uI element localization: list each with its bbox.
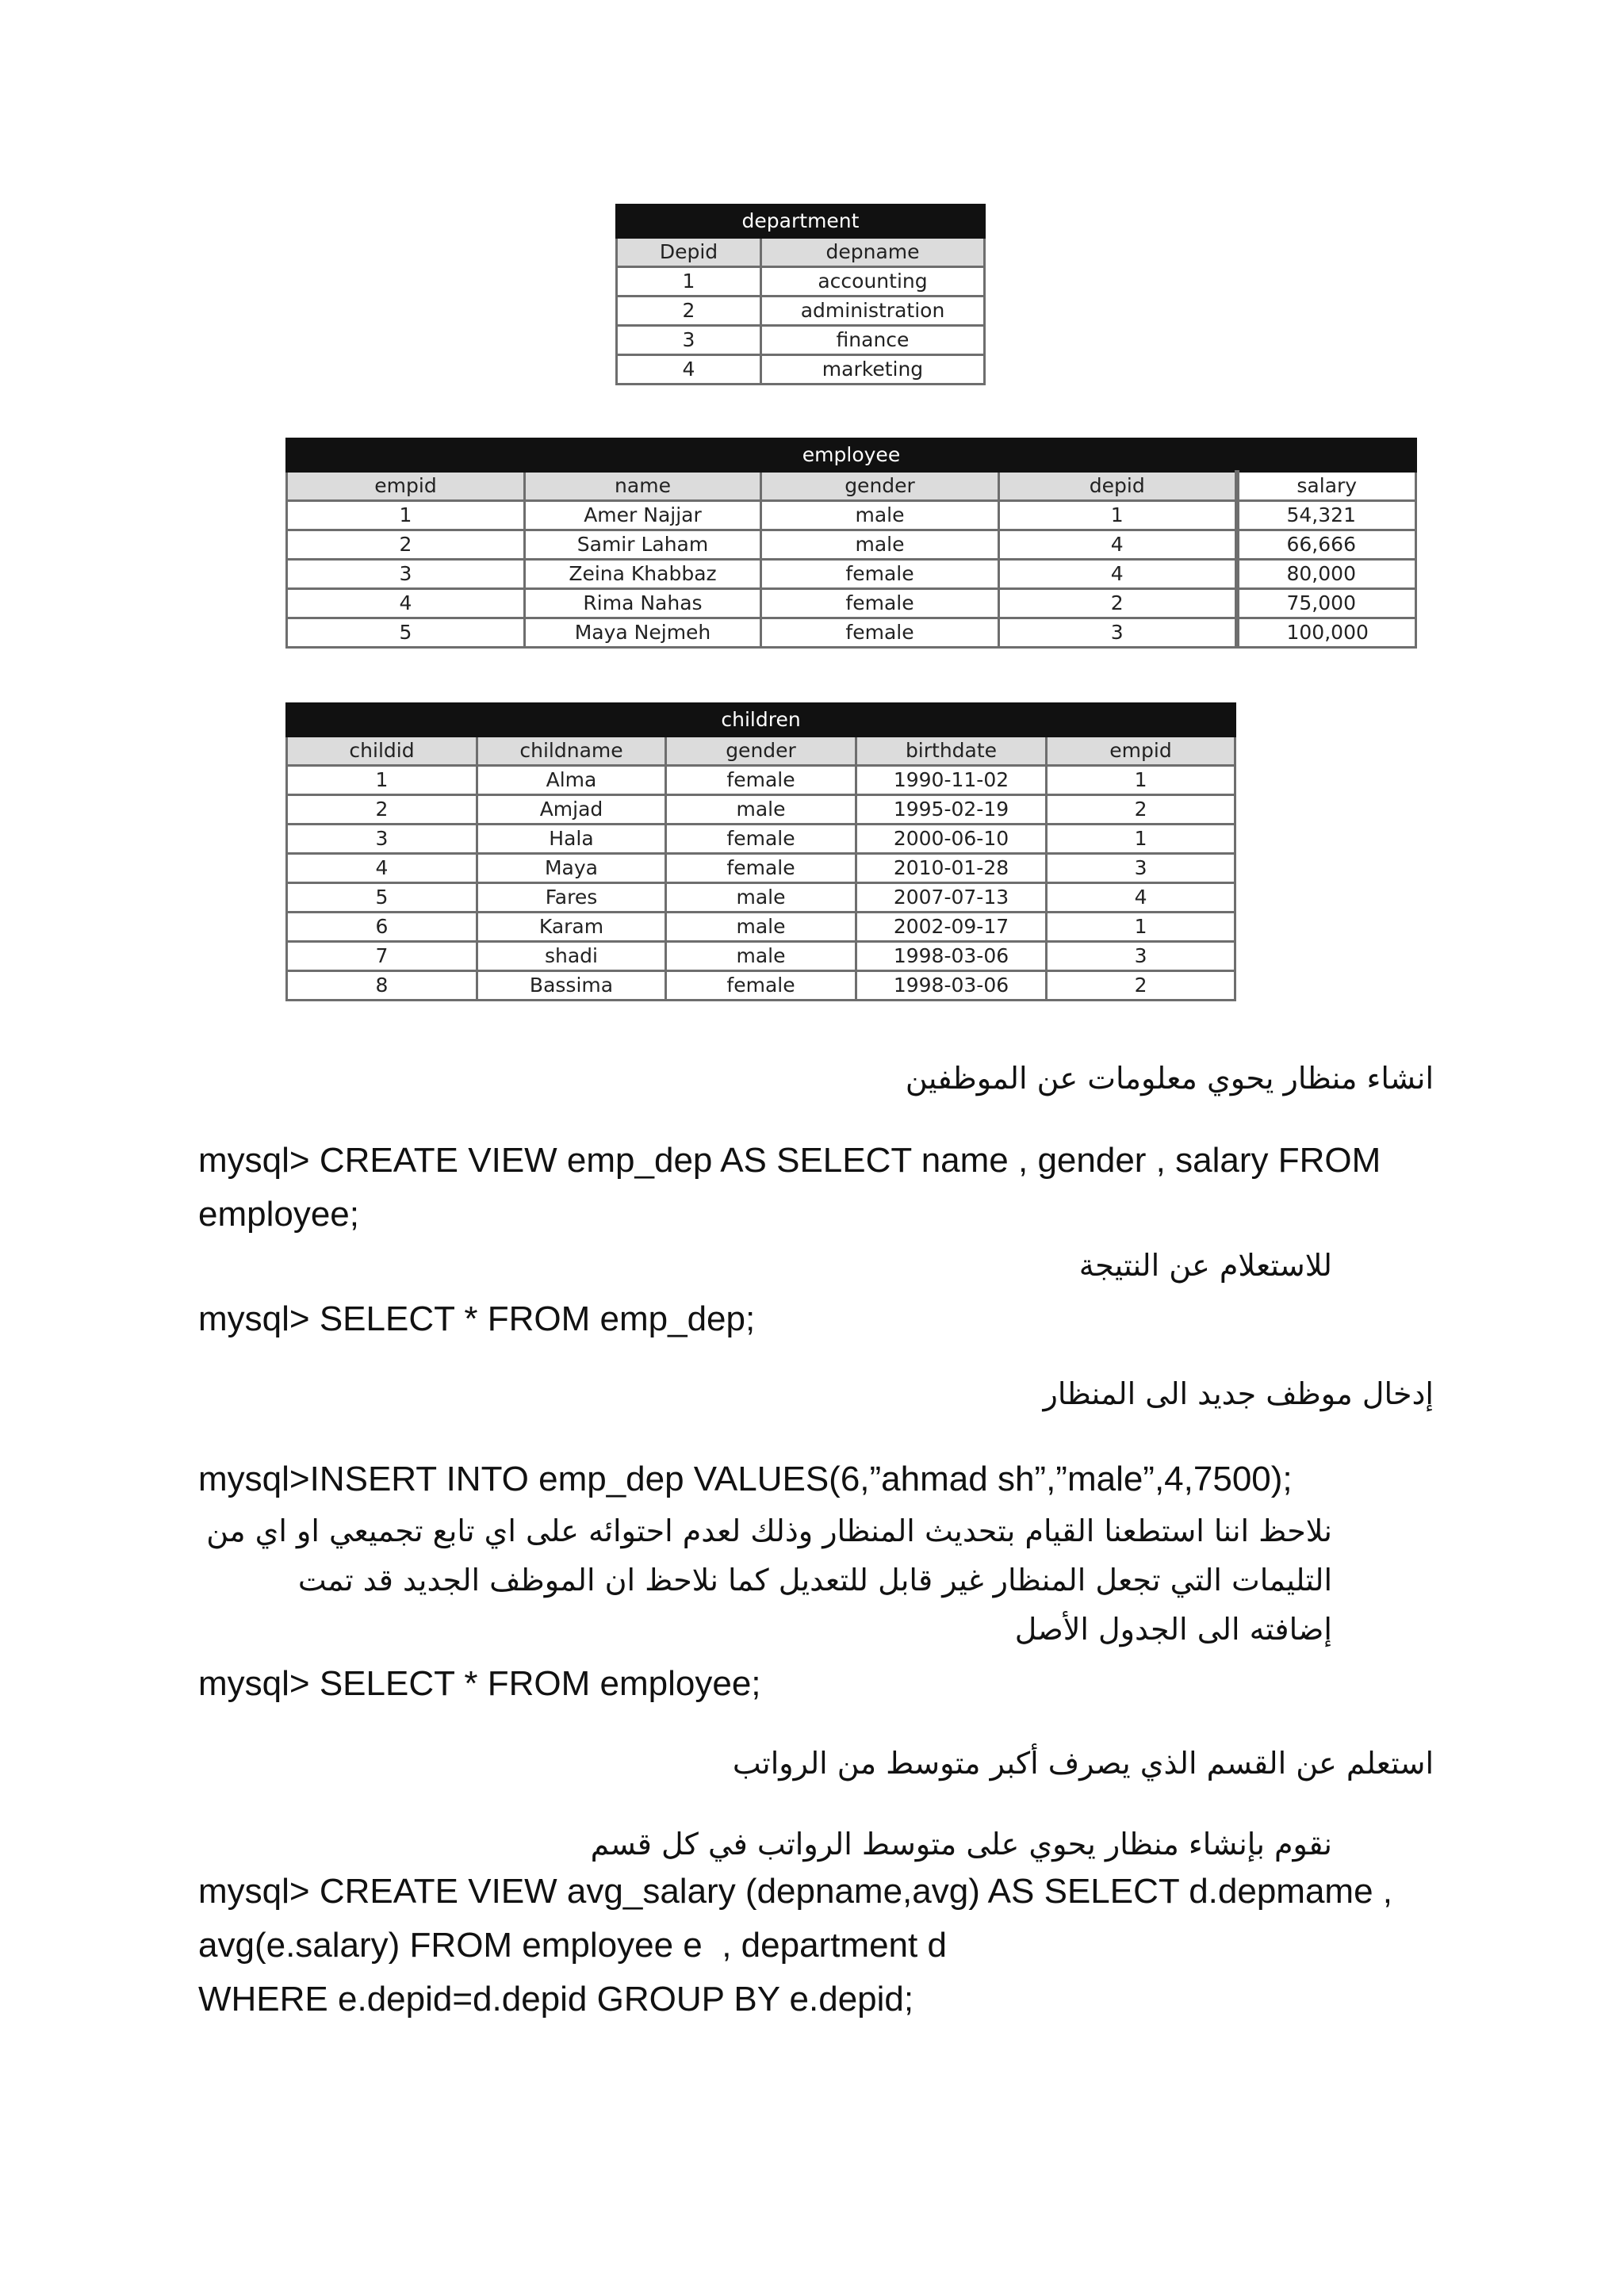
table-cell: 2 (617, 297, 761, 326)
column-header-childname: childname (477, 737, 666, 766)
table-row (617, 297, 985, 326)
table-cell: female (666, 971, 856, 1001)
table-cell: 2 (1047, 971, 1235, 1001)
table-cell: Zeina Khabbaz (525, 560, 761, 589)
heading-insert: إدخال موظف جديد الى المنظار (1043, 1376, 1434, 1411)
table-row (287, 942, 1235, 971)
table-cell: 2 (999, 589, 1237, 618)
table-cell: 1995-02-19 (856, 795, 1047, 825)
table-cell: Rima Nahas (525, 589, 761, 618)
text-avg-view-intro: نقوم بإنشاء منظار يحوي على متوسط الرواتب في كل قسم (590, 1827, 1332, 1862)
table-cell: female (666, 854, 856, 883)
children-table (285, 702, 1236, 1001)
table-cell: 54,321 (1237, 501, 1416, 530)
table-cell: 80,000 (1237, 560, 1416, 589)
sql-create-emp-dep: mysql> CREATE VIEW emp_dep AS SELECT name , gender , salary FROM employee; (198, 1141, 1391, 1234)
column-header-empid: empid (287, 472, 525, 501)
table-cell: 6 (287, 913, 477, 942)
table-cell: 4 (1047, 883, 1235, 913)
table-row (287, 589, 1416, 618)
table-cell: male (761, 530, 999, 560)
table-cell: 1 (1047, 766, 1235, 795)
text-query-result: للاستعلام عن النتيجة (1078, 1248, 1332, 1283)
table-cell: 3 (999, 618, 1237, 648)
table-cell: 1 (1047, 825, 1235, 854)
table-cell: Alma (477, 766, 666, 795)
table-cell: 100,000 (1237, 618, 1416, 648)
table-cell: Hala (477, 825, 666, 854)
column-header-depname: depname (761, 238, 985, 267)
table-cell: 7 (287, 942, 477, 971)
table-cell: 3 (287, 825, 477, 854)
table-cell: 66,666 (1237, 530, 1416, 560)
table-cell: 1 (287, 766, 477, 795)
table-cell: 2000-06-10 (856, 825, 1047, 854)
table-row (287, 913, 1235, 942)
table-cell: 1 (999, 501, 1237, 530)
table-cell: 4 (287, 854, 477, 883)
table-row (617, 326, 985, 355)
sql-select-employee: mysql> SELECT * FROM employee; (198, 1664, 761, 1703)
table-cell: male (666, 795, 856, 825)
table-cell: 3 (1047, 854, 1235, 883)
table-row (287, 883, 1235, 913)
column-header-childid: childid (287, 737, 477, 766)
column-header-birthdate: birthdate (856, 737, 1047, 766)
table-cell: Maya (477, 854, 666, 883)
table-cell: 4 (617, 355, 761, 385)
table-cell: 2002-09-17 (856, 913, 1047, 942)
table-cell: administration (761, 297, 985, 326)
table-cell: 5 (287, 883, 477, 913)
table-cell: 2007-07-13 (856, 883, 1047, 913)
table-cell: female (761, 560, 999, 589)
children-table-caption: children (287, 704, 1235, 737)
column-header-empid: empid (1047, 737, 1235, 766)
employee-table (285, 438, 1417, 649)
table-cell: 1998-03-06 (856, 971, 1047, 1001)
table-row (287, 501, 1416, 530)
table-cell: 2010-01-28 (856, 854, 1047, 883)
table-cell: Amjad (477, 795, 666, 825)
table-row (287, 854, 1235, 883)
table-cell: 3 (287, 560, 525, 589)
table-row (287, 618, 1416, 648)
table-cell: 3 (617, 326, 761, 355)
table-cell: male (761, 501, 999, 530)
table-cell: 1998-03-06 (856, 942, 1047, 971)
table-cell: male (666, 942, 856, 971)
sql-insert: mysql>INSERT INTO emp_dep VALUES(6,”ahmad sh”,”male”,4,7500); (198, 1460, 1293, 1498)
column-header-name: name (525, 472, 761, 501)
column-header-depid: depid (999, 472, 1237, 501)
text-update-note: نلاحظ اننا استطعنا القيام بتحديث المنظار وذلك لعدم احتوائه على اي تابع تجميعي او اي من التليمات التي تجعل المنظار غير قابل للتعديل كما نلاحظ ان الموظف الجديد قد تمت إضافته الى الجدول الأصل (206, 1513, 1332, 1647)
table-cell: 8 (287, 971, 477, 1001)
table-row (287, 530, 1416, 560)
table-cell: Fares (477, 883, 666, 913)
table-cell: Samir Laham (525, 530, 761, 560)
table-cell: Bassima (477, 971, 666, 1001)
table-cell: female (761, 589, 999, 618)
department-table-caption: department (617, 205, 985, 238)
table-cell: 4 (999, 560, 1237, 589)
table-cell: marketing (761, 355, 985, 385)
table-row (287, 560, 1416, 589)
sql-select-emp-dep: mysql> SELECT * FROM emp_dep; (198, 1299, 756, 1338)
table-cell: male (666, 883, 856, 913)
table-cell: 2 (287, 795, 477, 825)
table-cell: 1 (287, 501, 525, 530)
table-row (617, 355, 985, 385)
table-cell: 5 (287, 618, 525, 648)
table-cell: accounting (761, 267, 985, 297)
table-row (287, 795, 1235, 825)
heading-max-average: استعلم عن القسم الذي يصرف أكبر متوسط من الرواتب (732, 1746, 1434, 1781)
table-cell: female (666, 825, 856, 854)
table-cell: shadi (477, 942, 666, 971)
table-cell: 1990-11-02 (856, 766, 1047, 795)
table-cell: finance (761, 326, 985, 355)
table-row (287, 971, 1235, 1001)
table-cell: 4 (287, 589, 525, 618)
table-cell: 1 (617, 267, 761, 297)
table-row (287, 766, 1235, 795)
table-cell: 2 (287, 530, 525, 560)
table-cell: 2 (1047, 795, 1235, 825)
department-table (615, 204, 986, 385)
table-cell: 3 (1047, 942, 1235, 971)
table-cell: female (666, 766, 856, 795)
column-header-salary: salary (1237, 472, 1416, 501)
sql-create-avg-salary: mysql> CREATE VIEW avg_salary (depname,avg) AS SELECT d.depmame , avg(e.salary) FROM employee e , department d WHERE e.depid=d.depid GROUP BY e.depid; (198, 1872, 1392, 2019)
table-cell: 75,000 (1237, 589, 1416, 618)
column-header-depid: Depid (617, 238, 761, 267)
heading-create-view: انشاء منظار يحوي معلومات عن الموظفين (905, 1061, 1434, 1096)
table-cell: female (761, 618, 999, 648)
table-cell: male (666, 913, 856, 942)
table-row (287, 825, 1235, 854)
column-header-gender: gender (666, 737, 856, 766)
table-cell: Karam (477, 913, 666, 942)
table-cell: Amer Najjar (525, 501, 761, 530)
column-header-gender: gender (761, 472, 999, 501)
employee-table-caption: employee (287, 439, 1416, 472)
table-cell: Maya Nejmeh (525, 618, 761, 648)
table-cell: 1 (1047, 913, 1235, 942)
table-cell: 4 (999, 530, 1237, 560)
table-row (617, 267, 985, 297)
